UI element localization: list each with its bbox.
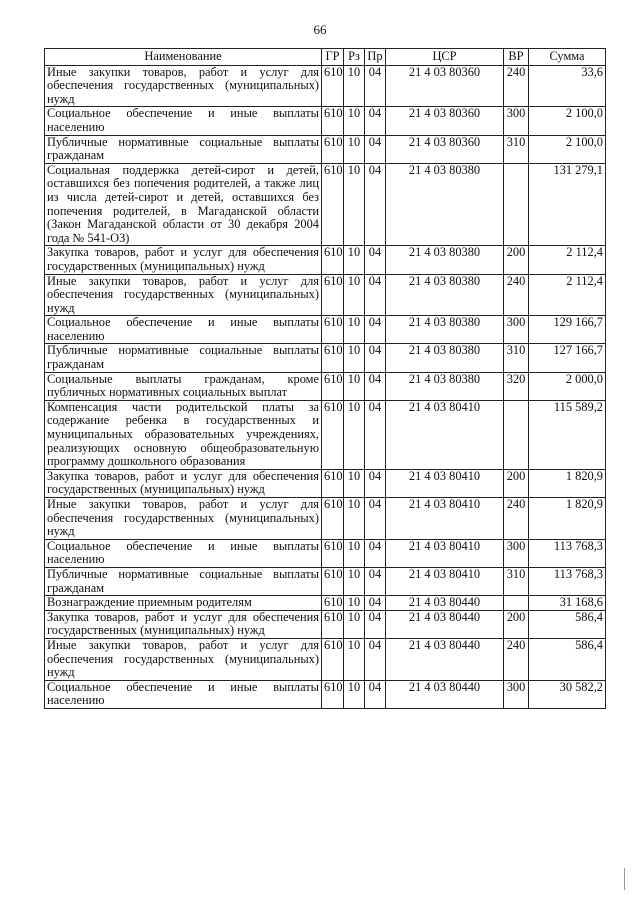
cell-csr: 21 4 03 80440 xyxy=(386,638,504,680)
column-header-vr: ВР xyxy=(504,49,529,66)
cell-sum: 586,4 xyxy=(529,610,606,638)
cell-name: Иные закупки товаров, работ и услуг для обеспечения государственных (муниципальных) нужд xyxy=(45,638,322,680)
cell-rz: 10 xyxy=(344,135,365,163)
cell-sum: 115 589,2 xyxy=(529,400,606,469)
cell-rz: 10 xyxy=(344,65,365,107)
cell-gr: 610 xyxy=(322,596,344,611)
cell-vr xyxy=(504,163,529,246)
cell-gr: 610 xyxy=(322,469,344,497)
cell-gr: 610 xyxy=(322,163,344,246)
table-row xyxy=(45,400,606,469)
cell-name: Публичные нормативные социальные выплаты гражданам xyxy=(45,135,322,163)
cell-rz: 10 xyxy=(344,246,365,274)
cell-vr: 310 xyxy=(504,344,529,372)
cell-sum: 1 820,9 xyxy=(529,498,606,540)
cell-sum: 131 279,1 xyxy=(529,163,606,246)
cell-gr: 610 xyxy=(322,539,344,567)
cell-rz: 10 xyxy=(344,567,365,595)
cell-csr: 21 4 03 80440 xyxy=(386,596,504,611)
column-header-csr: ЦСР xyxy=(386,49,504,66)
table-row xyxy=(45,638,606,680)
table-row xyxy=(45,107,606,135)
cell-vr: 320 xyxy=(504,372,529,400)
cell-vr: 310 xyxy=(504,567,529,595)
table-row xyxy=(45,135,606,163)
cell-sum: 129 166,7 xyxy=(529,316,606,344)
cell-pr: 04 xyxy=(365,400,386,469)
cell-name: Социальное обеспечение и иные выплаты населению xyxy=(45,107,322,135)
cell-sum: 113 768,3 xyxy=(529,539,606,567)
cell-sum: 30 582,2 xyxy=(529,680,606,708)
column-header-name: Наименование xyxy=(45,49,322,66)
cell-vr: 240 xyxy=(504,498,529,540)
cell-csr: 21 4 03 80410 xyxy=(386,498,504,540)
cell-csr: 21 4 03 80380 xyxy=(386,163,504,246)
cell-vr: 300 xyxy=(504,680,529,708)
cell-sum: 2 000,0 xyxy=(529,372,606,400)
table-row xyxy=(45,274,606,316)
cell-pr: 04 xyxy=(365,274,386,316)
cell-pr: 04 xyxy=(365,372,386,400)
table-row xyxy=(45,610,606,638)
cell-name: Социальное обеспечение и иные выплаты населению xyxy=(45,539,322,567)
cell-csr: 21 4 03 80380 xyxy=(386,344,504,372)
cell-pr: 04 xyxy=(365,680,386,708)
cell-pr: 04 xyxy=(365,163,386,246)
cell-vr: 240 xyxy=(504,638,529,680)
cell-pr: 04 xyxy=(365,610,386,638)
cell-rz: 10 xyxy=(344,107,365,135)
table-row xyxy=(45,65,606,107)
cell-sum: 127 166,7 xyxy=(529,344,606,372)
cell-csr: 21 4 03 80410 xyxy=(386,400,504,469)
cell-csr: 21 4 03 80410 xyxy=(386,567,504,595)
cell-gr: 610 xyxy=(322,567,344,595)
cell-csr: 21 4 03 80380 xyxy=(386,274,504,316)
cell-csr: 21 4 03 80360 xyxy=(386,135,504,163)
cell-name: Иные закупки товаров, работ и услуг для обеспечения государственных (муниципальных) нужд xyxy=(45,65,322,107)
cell-pr: 04 xyxy=(365,539,386,567)
cell-gr: 610 xyxy=(322,638,344,680)
table-row xyxy=(45,596,606,611)
cell-sum: 2 112,4 xyxy=(529,274,606,316)
table-body xyxy=(45,65,606,708)
cell-pr: 04 xyxy=(365,498,386,540)
budget-table xyxy=(44,48,606,709)
cell-csr: 21 4 03 80410 xyxy=(386,539,504,567)
table-row xyxy=(45,539,606,567)
cell-vr: 200 xyxy=(504,610,529,638)
cell-gr: 610 xyxy=(322,107,344,135)
cell-rz: 10 xyxy=(344,400,365,469)
cell-name: Публичные нормативные социальные выплаты гражданам xyxy=(45,344,322,372)
table-header-row xyxy=(45,49,606,66)
table-row xyxy=(45,469,606,497)
column-header-sum: Сумма xyxy=(529,49,606,66)
column-header-rz: Рз xyxy=(344,49,365,66)
cell-rz: 10 xyxy=(344,372,365,400)
cell-sum: 1 820,9 xyxy=(529,469,606,497)
cell-pr: 04 xyxy=(365,638,386,680)
cell-vr xyxy=(504,400,529,469)
cell-csr: 21 4 03 80440 xyxy=(386,680,504,708)
cell-rz: 10 xyxy=(344,274,365,316)
cell-gr: 610 xyxy=(322,316,344,344)
cell-vr: 300 xyxy=(504,107,529,135)
cell-vr: 300 xyxy=(504,316,529,344)
cell-sum: 33,6 xyxy=(529,65,606,107)
table-row xyxy=(45,344,606,372)
cell-pr: 04 xyxy=(365,65,386,107)
cell-gr: 610 xyxy=(322,344,344,372)
cell-gr: 610 xyxy=(322,498,344,540)
cell-sum: 2 112,4 xyxy=(529,246,606,274)
cell-sum: 2 100,0 xyxy=(529,107,606,135)
cell-name: Компенсация части родительской платы за содержание ребенка в государственных и муниципальных образовательных учреждениях, реализующих основную общеобразовательную программу дошкольного образования xyxy=(45,400,322,469)
cell-gr: 610 xyxy=(322,246,344,274)
page-number: 66 xyxy=(313,22,327,37)
cell-name: Публичные нормативные социальные выплаты гражданам xyxy=(45,567,322,595)
cell-pr: 04 xyxy=(365,567,386,595)
cell-name: Вознаграждение приемным родителям xyxy=(45,596,322,611)
cell-csr: 21 4 03 80440 xyxy=(386,610,504,638)
cell-rz: 10 xyxy=(344,596,365,611)
table-row xyxy=(45,163,606,246)
cell-gr: 610 xyxy=(322,274,344,316)
cell-gr: 610 xyxy=(322,680,344,708)
cell-pr: 04 xyxy=(365,246,386,274)
cell-name: Закупка товаров, работ и услуг для обеспечения государственных (муниципальных) нужд xyxy=(45,610,322,638)
cell-pr: 04 xyxy=(365,107,386,135)
cell-csr: 21 4 03 80380 xyxy=(386,372,504,400)
cell-name: Закупка товаров, работ и услуг для обеспечения государственных (муниципальных) нужд xyxy=(45,246,322,274)
column-header-pr: Пр xyxy=(365,49,386,66)
cell-vr: 300 xyxy=(504,539,529,567)
cell-gr: 610 xyxy=(322,610,344,638)
cell-csr: 21 4 03 80360 xyxy=(386,107,504,135)
cell-vr: 310 xyxy=(504,135,529,163)
cell-csr: 21 4 03 80410 xyxy=(386,469,504,497)
cell-rz: 10 xyxy=(344,610,365,638)
cell-sum: 31 168,6 xyxy=(529,596,606,611)
cell-gr: 610 xyxy=(322,400,344,469)
cell-name: Социальное обеспечение и иные выплаты населению xyxy=(45,316,322,344)
table-row xyxy=(45,372,606,400)
cell-pr: 04 xyxy=(365,344,386,372)
scan-mark xyxy=(624,868,625,890)
cell-vr: 200 xyxy=(504,469,529,497)
cell-rz: 10 xyxy=(344,638,365,680)
table-row xyxy=(45,498,606,540)
table-row xyxy=(45,567,606,595)
cell-name: Иные закупки товаров, работ и услуг для обеспечения государственных (муниципальных) нужд xyxy=(45,274,322,316)
cell-sum: 2 100,0 xyxy=(529,135,606,163)
cell-pr: 04 xyxy=(365,316,386,344)
cell-name: Социальная поддержка детей-сирот и детей, оставшихся без попечения родителей, а также лиц из числа детей-сирот и детей, оставшихся без попечения родителей, в Магаданской области (Закон Магаданской области от 30 декабря 2004 года № 541-ОЗ) xyxy=(45,163,322,246)
cell-gr: 610 xyxy=(322,135,344,163)
cell-vr xyxy=(504,596,529,611)
cell-pr: 04 xyxy=(365,596,386,611)
cell-csr: 21 4 03 80380 xyxy=(386,246,504,274)
cell-sum: 586,4 xyxy=(529,638,606,680)
column-header-gr: ГР xyxy=(322,49,344,66)
cell-rz: 10 xyxy=(344,163,365,246)
cell-vr: 240 xyxy=(504,274,529,316)
cell-csr: 21 4 03 80380 xyxy=(386,316,504,344)
cell-rz: 10 xyxy=(344,539,365,567)
cell-gr: 610 xyxy=(322,65,344,107)
cell-gr: 610 xyxy=(322,372,344,400)
cell-vr: 240 xyxy=(504,65,529,107)
cell-sum: 113 768,3 xyxy=(529,567,606,595)
cell-pr: 04 xyxy=(365,469,386,497)
table-row xyxy=(45,246,606,274)
cell-rz: 10 xyxy=(344,469,365,497)
cell-pr: 04 xyxy=(365,135,386,163)
cell-name: Социальное обеспечение и иные выплаты населению xyxy=(45,680,322,708)
cell-name: Социальные выплаты гражданам, кроме публичных нормативных социальных выплат xyxy=(45,372,322,400)
cell-rz: 10 xyxy=(344,344,365,372)
cell-rz: 10 xyxy=(344,680,365,708)
cell-csr: 21 4 03 80360 xyxy=(386,65,504,107)
cell-name: Иные закупки товаров, работ и услуг для обеспечения государственных (муниципальных) нужд xyxy=(45,498,322,540)
table-row xyxy=(45,680,606,708)
cell-rz: 10 xyxy=(344,316,365,344)
table-row xyxy=(45,316,606,344)
cell-vr: 200 xyxy=(504,246,529,274)
cell-name: Закупка товаров, работ и услуг для обеспечения государственных (муниципальных) нужд xyxy=(45,469,322,497)
cell-rz: 10 xyxy=(344,498,365,540)
